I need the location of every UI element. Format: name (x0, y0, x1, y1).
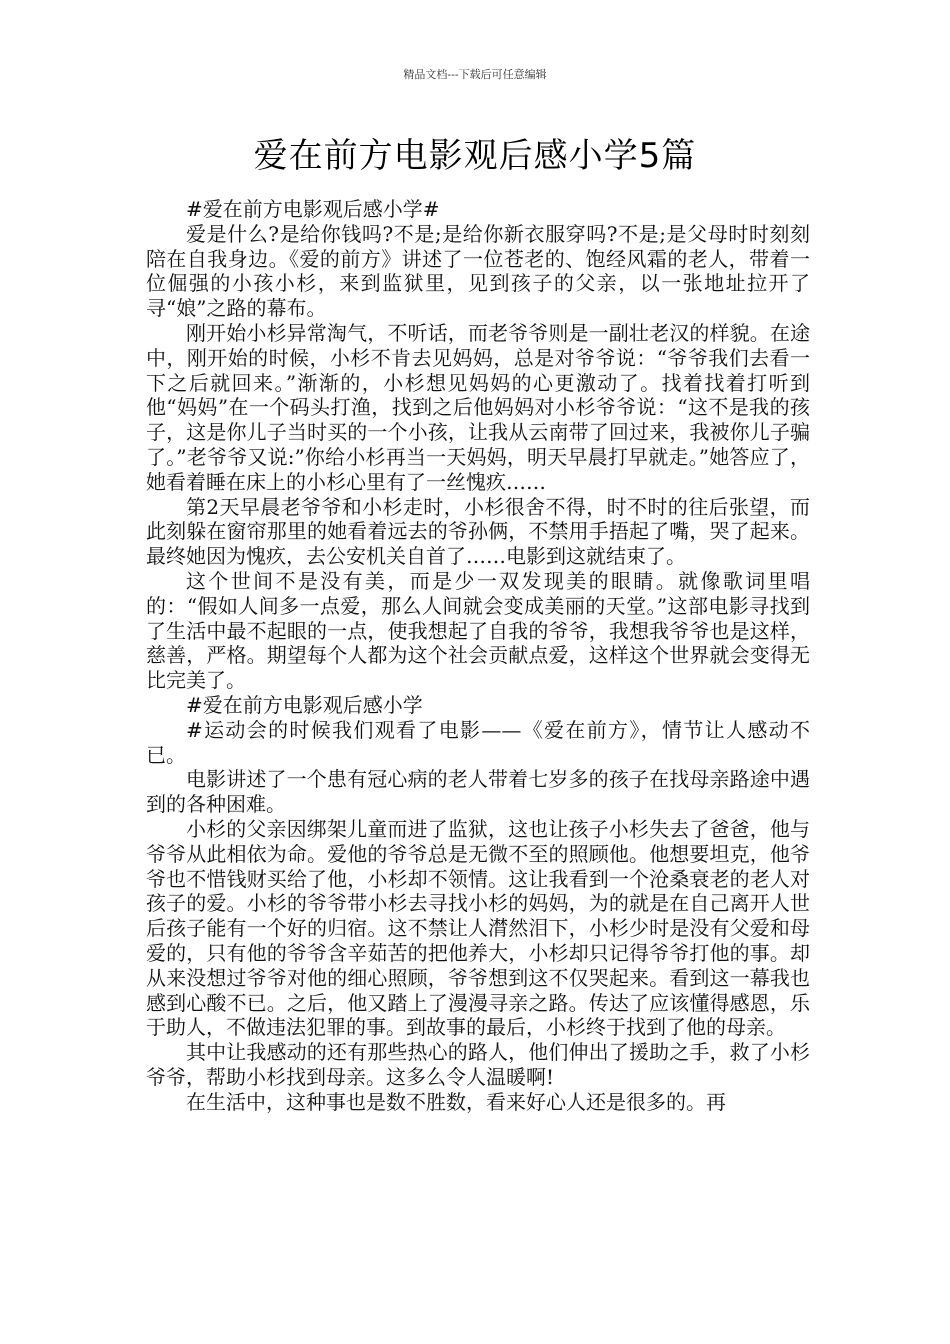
paragraph-4: 第2天早晨老爷爷和小杉走时，小杉很舍不得，时不时的往后张望，而此刻躲在窗帘那里的她看着远去的爷孙俩，不禁用手捂起了嘴，哭了起来。最终她因为愧疚，去公安机关自首了……电影到这就结束了。 (146, 494, 810, 569)
paragraph-10: 其中让我感动的还有那些热心的路人，他们伸出了援助之手，救了小杉爷爷，帮助小杉找到母亲。这多么令人温暖啊! (146, 1040, 810, 1089)
paragraph-1: #爱在前方电影观后感小学# (186, 197, 440, 221)
paragraph-9: 小杉的父亲因绑架儿童而进了监狱，这也让孩子小杉失去了爸爸，他与爷爷从此相依为命。爱他的爷爷总是无微不至的照顾他。他想要坦克，他爷爷也不惜钱财买给了他，小杉却不领情。这让我看到一个沧桑衰老的老人对孩子的爱。小杉的爷爷带小杉去寻找小杉的妈妈，为的就是在自己离开人世后孩子能有一个好的归宿。这不禁让人潸然泪下，小杉少时是没有父爱和母爱的，只有他的爷爷含辛茹苦的把他养大，小杉却只记得爷爷打他的事。却从来没想过爷爷对他的细心照顾，爷爷想到这不仅哭起来。看到这一幕我也感到心酸不已。之后，他又踏上了漫漫寻亲之路。传达了应该懂得感恩，乐于助人，不做违法犯罪的事。到故事的最后，小杉终于找到了他的母亲。 (146, 816, 810, 1040)
document-body (146, 197, 810, 1114)
paragraph-11: 在生活中，这种事也是数不胜数，看来好心人还是很多的。再 (186, 1089, 726, 1114)
paragraph-8: 电影讲述了一个患有冠心病的老人带着七岁多的孩子在找母亲路途中遇到的各种困难。 (146, 767, 810, 817)
paragraph-3: 刚开始小杉异常淘气，不听话，而老爷爷则是一副壮老汉的样貌。在途中，刚开始的时候，小杉不肯去见妈妈，总是对爷爷说：“爷爷我们去看一下之后就回来。”渐渐的，小杉想见妈妈的心更激动了。找着找着打听到他“妈妈”在一个码头打渔，找到之后他妈妈对小杉爷爷说：“这不是我的孩子，这是你儿子当时买的一个小孩，让我从云南带了回过来，我被你儿子骗了。”老爷爷又说:”你给小杉再当一天妈妈，明天早晨打早就走。”她答应了，她看着睡在床上的小杉心里有了一丝愧疚…… (146, 320, 810, 494)
page-header: 精品文档---下载后可任意编辑 (403, 68, 547, 81)
paragraph-6: #爱在前方电影观后感小学 (186, 692, 423, 717)
document-title: 爱在前方电影观后感小学5篇 (253, 136, 697, 176)
paragraph-5: 这个世间不是没有美，而是少一双发现美的眼睛。就像歌词里唱的：“假如人间多一点爱，那么人间就会变成美丽的天堂。”这部电影寻找到了生活中最不起眼的一点，使我想起了自我的爷爷，我想我爷爷也是这样，慈善，严格。期望每个人都为这个社会贡献点爱，这样这个世界就会变得无比完美了。 (146, 568, 810, 693)
paragraph-7: #运动会的时候我们观看了电影——《爱在前方》，情节让人感动不已。 (146, 717, 810, 767)
paragraph-2: 爱是什么?是给你钱吗?不是;是给你新衣服穿吗?不是;是父母时时刻刻陪在自我身边。《爱的前方》讲述了一位苍老的、饱经风霜的老人，带着一位倔强的小孩小杉，来到监狱里，见到孩子的父亲，以一张地址拉开了寻“娘”之路的幕布。 (146, 221, 810, 321)
